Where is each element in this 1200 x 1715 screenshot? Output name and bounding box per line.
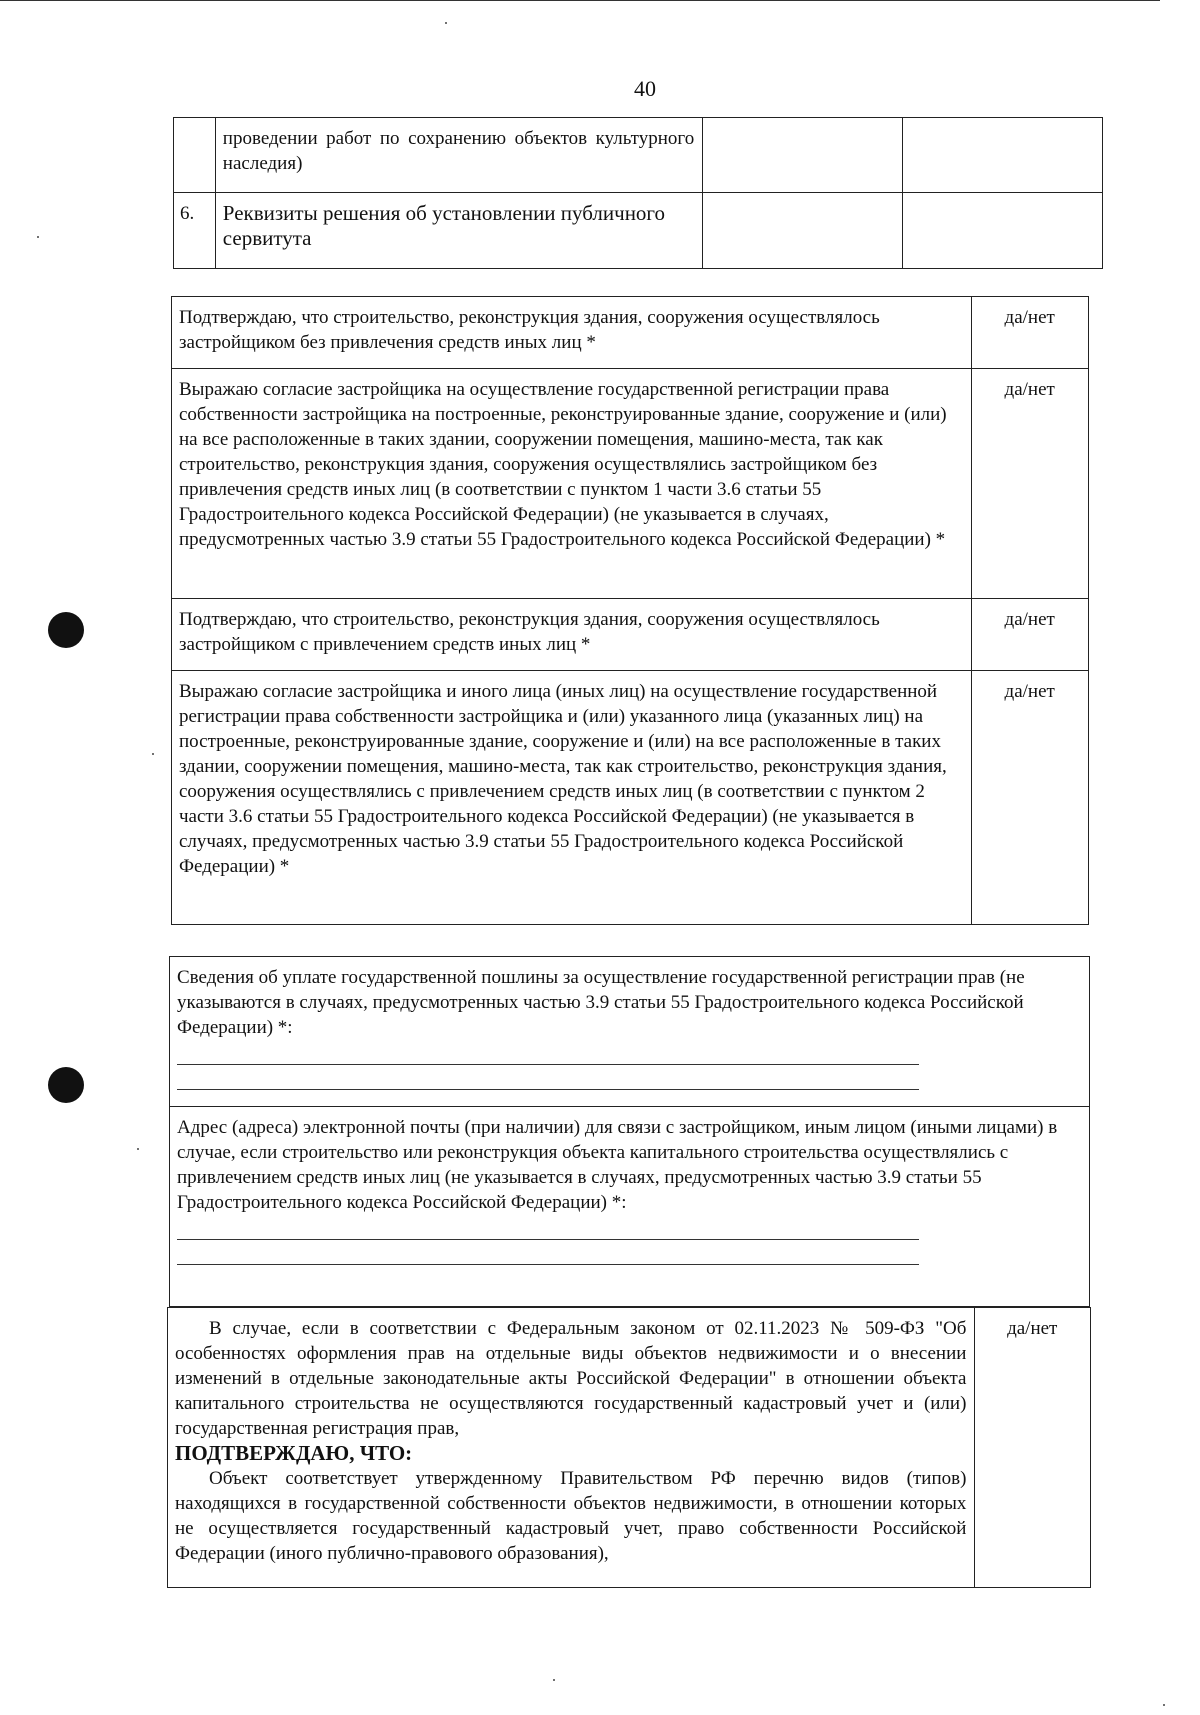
page-number: 40 <box>634 76 656 101</box>
fill-in-line <box>177 1040 919 1065</box>
table-row <box>170 1107 1090 1307</box>
statement-cell: Выражаю согласие застройщика и иного лица (иных лиц) на осуществление государственной регистрации права собственности застройщика и (или) указанного лица (указанных лиц) на построенные, реконструированные здание, сооружение и (или) на все расположенные в таких здании, сооружении помещения, машино-места, так как строительство, реконструкция здания, сооружения осуществлялись с привлечением средств иных лиц (в соответствии с пунктом 2 части 3.6 статьи 55 Градостроительного кодекса Российской Федерации) (не указывается в случаях, предусмотренных частью 3.9 статьи 55 Градостроительного кодекса Российской Федерации) * <box>172 671 972 925</box>
scan-speck <box>1163 1704 1165 1706</box>
binder-hole <box>48 1067 84 1103</box>
scan-speck <box>152 753 154 755</box>
answer-cell: да/нет <box>975 1308 1091 1588</box>
confirmation-table <box>171 296 1089 925</box>
table-row <box>172 297 1089 369</box>
value-cell <box>903 118 1103 193</box>
info-table-continuation <box>173 117 1103 269</box>
table-row <box>172 599 1089 671</box>
table-row <box>174 118 1103 193</box>
federal-law-confirmation-table <box>167 1307 1091 1588</box>
statement-cell: Подтверждаю, что строительство, реконструкция здания, сооружения осуществлялось застройщиком с привлечением средств иных лиц * <box>172 599 972 671</box>
row-text-cell: Реквизиты решения об установлении публичного сервитута <box>215 193 702 269</box>
row-number-cell <box>174 118 216 193</box>
scan-speck <box>445 22 447 24</box>
statement-cell: Выражаю согласие застройщика на осуществление государственной регистрации права собственности застройщика на построенные, реконструированные здание, сооружение и (или) на все расположенные в таких здании, сооружении помещения, машино-места, так как строительство, реконструкция здания, сооружения осуществлялись застройщиком без привлечения средств иных лиц (в соответствии с пунктом 1 части 3.6 статьи 55 Градостроительного кодекса Российской Федерации) (не указывается в случаях, предусмотренных частью 3.9 статьи 55 Градостроительного кодекса Российской Федерации) * <box>172 369 972 599</box>
fill-in-line <box>177 1240 919 1265</box>
fee-info-text: Сведения об уплате государственной пошлины за осуществление государственной регистрации прав (не указываются в случаях, предусмотренных частью 3.9 статьи 55 Градостроительного кодекса Российской Федерации) *: <box>177 967 1025 1038</box>
table-row <box>174 193 1103 269</box>
answer-cell: да/нет <box>972 297 1089 369</box>
answer-cell: да/нет <box>972 671 1089 925</box>
scan-speck <box>37 236 39 238</box>
statement-paragraph: Объект соответствует утвержденному Правительством РФ перечню видов (типов) находящихся в государственной собственности объектов недвижимости, в отношении которых не осуществляется государственный кадастровый учет, право собственности Российской Федерации (иного публично-правового образования), <box>175 1468 967 1564</box>
row-text-cell: проведении работ по сохранению объектов культурного наследия) <box>215 118 702 193</box>
statement-paragraph: В случае, если в соответствии с Федеральным законом от 02.11.2023 № 509-ФЗ "Об особенностях оформления прав на отдельные виды объектов недвижимости и о внесении изменений в отдельные законодательные акты Российской Федерации" в отношении объекта капитального строительства не осуществляются государственный кадастровый учет и (или) государственная регистрация прав, <box>175 1318 967 1439</box>
fill-in-line <box>177 1215 919 1240</box>
confirm-heading: ПОДТВЕРЖДАЮ, ЧТО: <box>175 1441 413 1465</box>
row-number-cell: 6. <box>174 193 216 269</box>
table-row <box>170 957 1090 1107</box>
email-info-cell <box>170 1107 1090 1307</box>
value-cell <box>903 193 1103 269</box>
scan-speck <box>553 1679 555 1681</box>
table-row <box>172 369 1089 599</box>
table-row <box>172 671 1089 925</box>
statement-cell: Подтверждаю, что строительство, реконструкция здания, сооружения осуществлялось застройщиком без привлечения средств иных лиц * <box>172 297 972 369</box>
fee-email-table <box>169 956 1090 1307</box>
value-cell <box>703 193 903 269</box>
binder-hole <box>48 612 84 648</box>
answer-cell: да/нет <box>972 369 1089 599</box>
email-info-text: Адрес (адреса) электронной почты (при наличии) для связи с застройщиком, иным лицом (иными лицами) в случае, если строительство или реконструкция объекта капитального строительства осуществлялись с привлечением средств иных лиц (не указывается в случаях, предусмотренных частью 3.9 статьи 55 Градостроительного кодекса Российской Федерации) *: <box>177 1117 1058 1213</box>
value-cell <box>703 118 903 193</box>
fill-in-line <box>177 1065 919 1090</box>
scan-edge-line <box>0 0 1160 1</box>
scan-speck <box>137 1148 139 1150</box>
answer-cell: да/нет <box>972 599 1089 671</box>
fee-info-cell <box>170 957 1090 1107</box>
statement-cell <box>168 1308 975 1588</box>
table-row <box>168 1308 1091 1588</box>
